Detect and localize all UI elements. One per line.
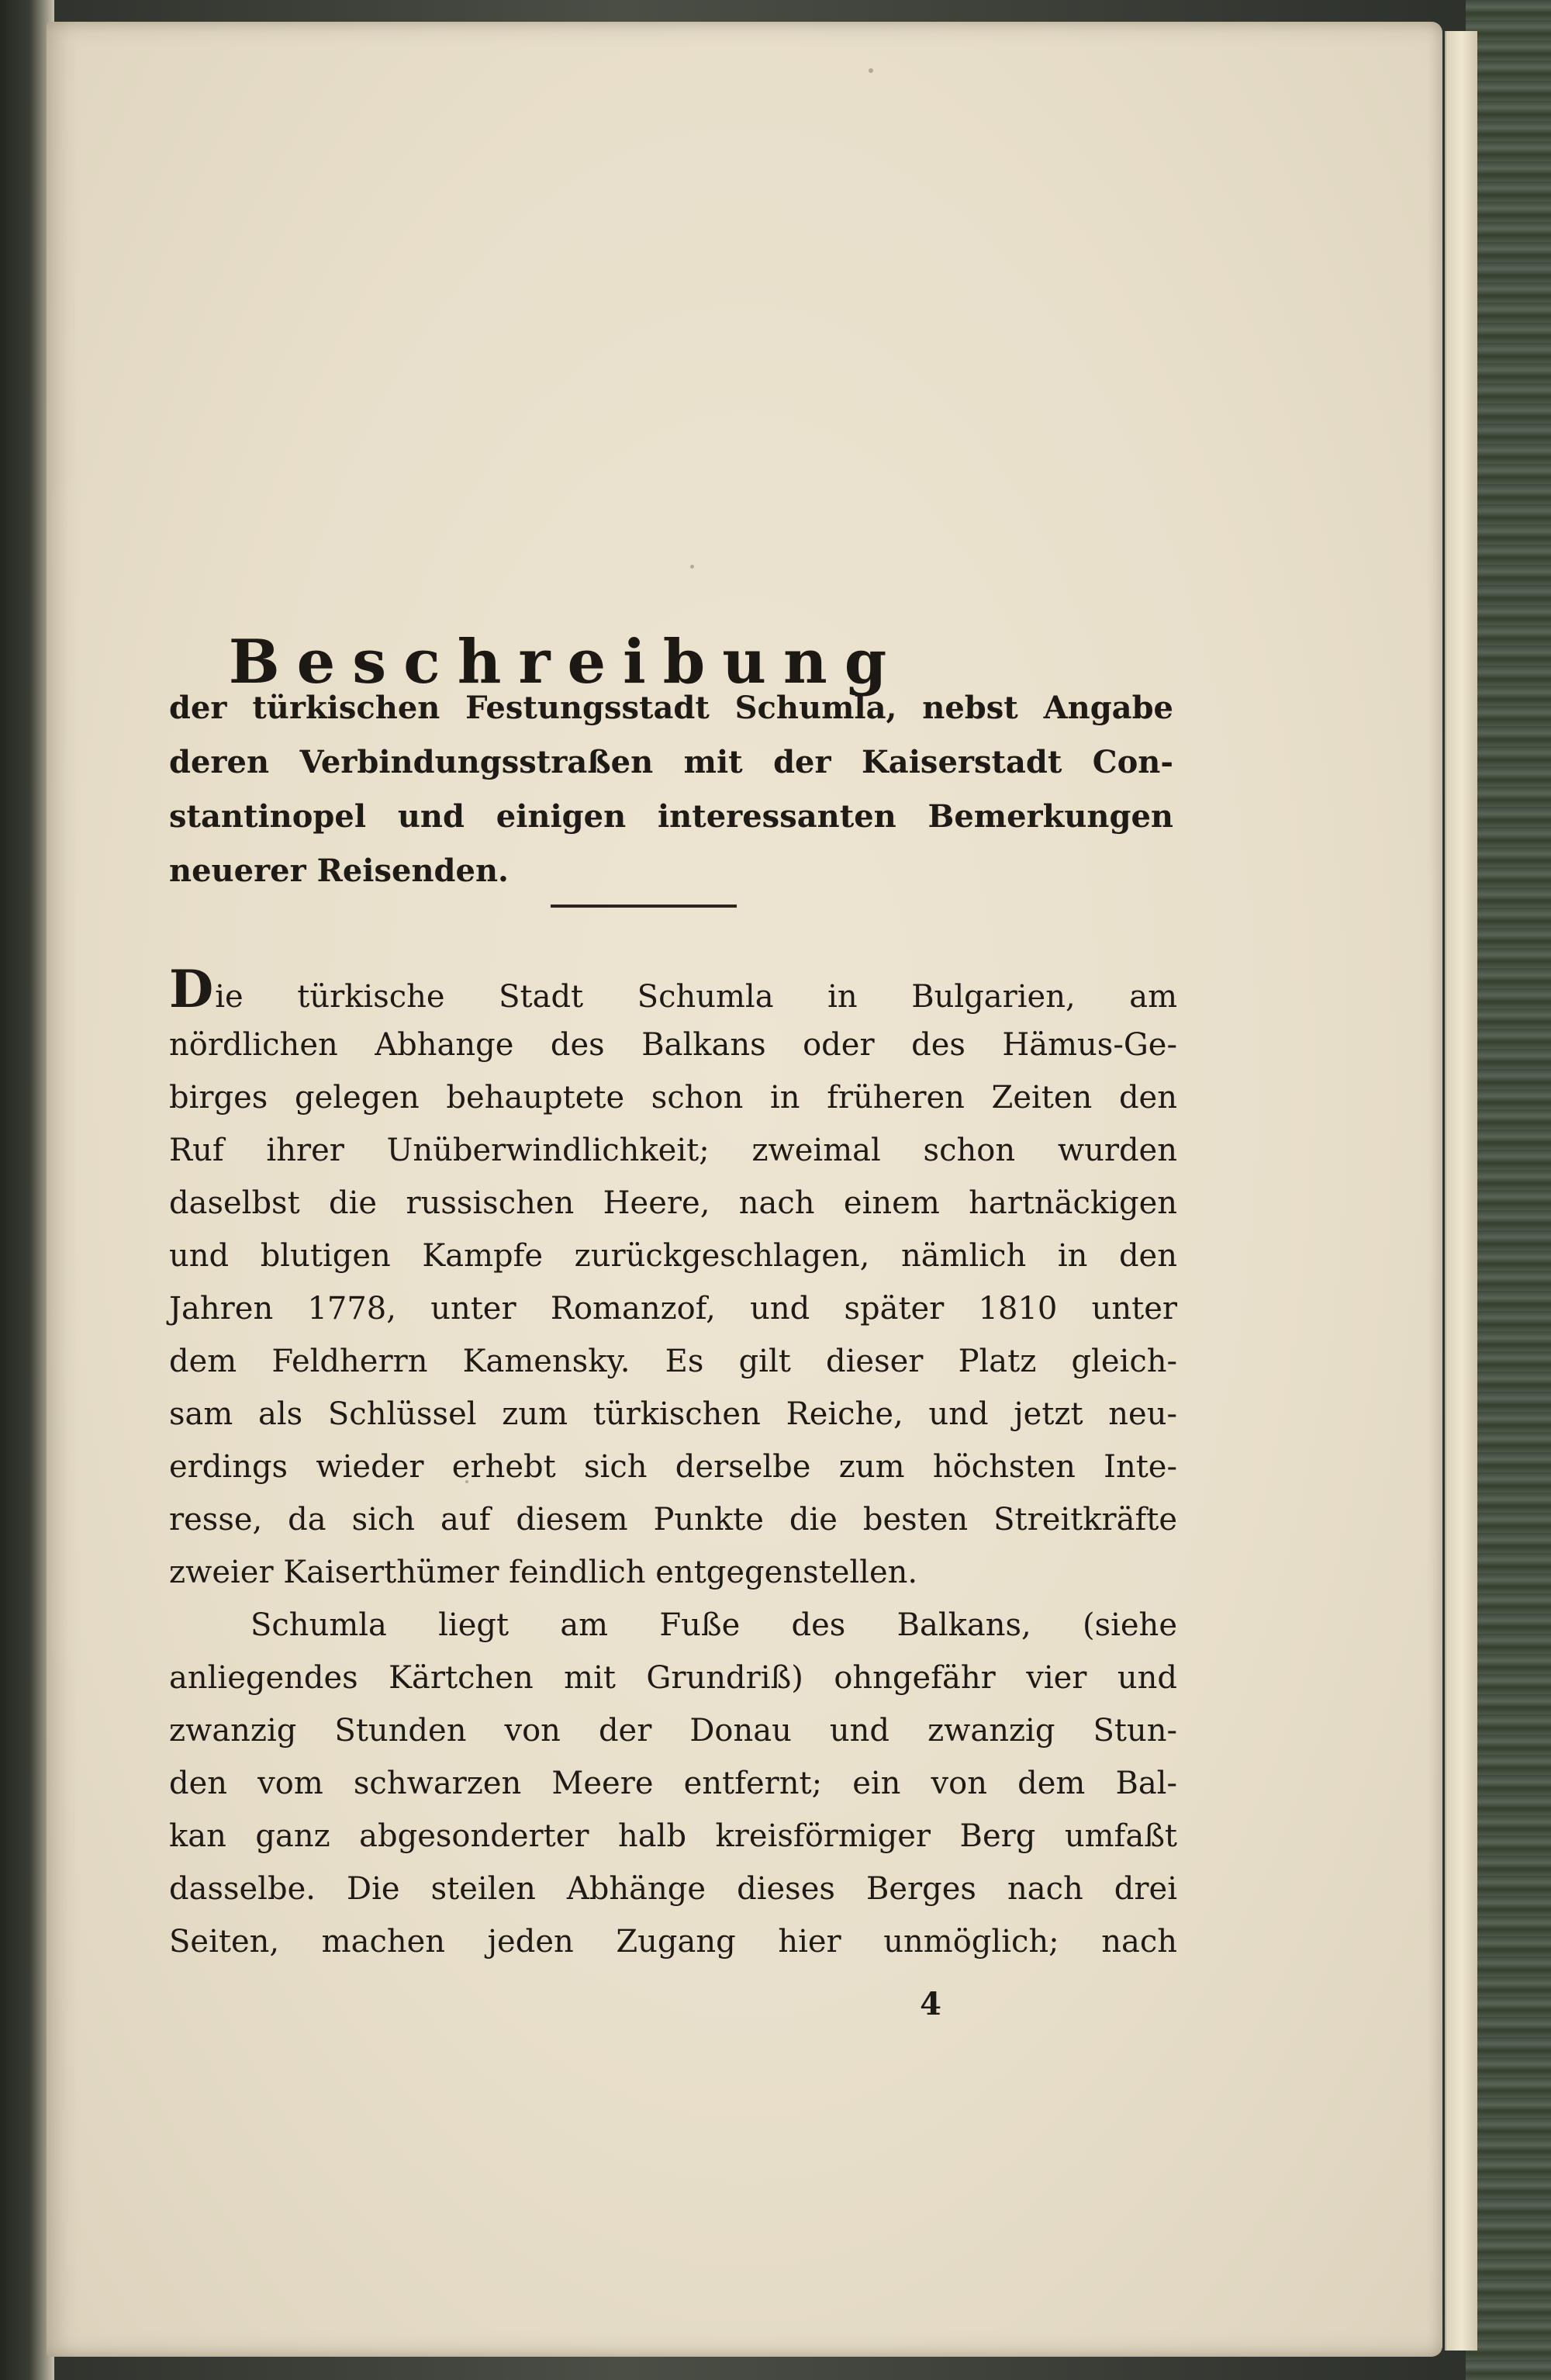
- subtitle-line: neuerer Reisenden.: [169, 853, 509, 889]
- body-line: birges gelegen behauptete schon in früheren Zeiten den: [169, 1080, 1177, 1116]
- body-line: erdings wieder erhebt sich derselbe zum höchsten Inte-: [169, 1449, 1177, 1485]
- page-number: 4: [920, 1986, 941, 2022]
- body-line: dem Feldherrn Kamensky. Es gilt dieser Platz gleich-: [169, 1344, 1177, 1379]
- paper-speck: [690, 565, 694, 569]
- body-text: [169, 959, 1177, 1968]
- body-line: kan ganz abgesonderter halb kreisförmiger Berg umfaßt: [169, 1818, 1177, 1854]
- first-line-text: ie türkische Stadt Schumla in Bulgarien, am: [215, 979, 1177, 1015]
- section-divider: [551, 905, 737, 908]
- book-cover-edge: [1466, 0, 1551, 2380]
- body-line: nördlichen Abhange des Balkans oder des Hämus-Ge-: [169, 1027, 1177, 1063]
- body-line: Ruf ihrer Unüberwindlichkeit; zweimal schon wurden: [169, 1133, 1177, 1168]
- body-line: Schumla liegt am Fuße des Balkans, (siehe: [250, 1607, 1177, 1643]
- body-line: anliegendes Kärtchen mit Grundriß) ohngefähr vier und: [169, 1660, 1177, 1696]
- chapter-subtitle: [169, 681, 1173, 898]
- body-line: dasselbe. Die steilen Abhänge dieses Berges nach drei: [169, 1871, 1177, 1907]
- drop-cap: D: [169, 959, 214, 1019]
- body-line: sam als Schlüssel zum türkischen Reiche, und jetzt neu-: [169, 1396, 1177, 1432]
- body-line: und blutigen Kampfe zurückgeschlagen, nämlich in den: [169, 1238, 1177, 1274]
- body-line: zwanzig Stunden von der Donau und zwanzig Stun-: [169, 1713, 1177, 1749]
- paper-speck: [869, 68, 873, 73]
- subtitle-line: deren Verbindungsstraßen mit der Kaiserstadt Con-: [169, 744, 1173, 780]
- subtitle-line: stantinopel und einigen interessanten Bemerkungen: [169, 798, 1173, 835]
- page-edges: [1445, 31, 1477, 2351]
- body-line-first: [169, 959, 1177, 1019]
- body-line: Jahren 1778, unter Romanzof, und später 1810 unter: [169, 1291, 1177, 1327]
- subtitle-line: der türkischen Festungsstadt Schumla, nebst Angabe: [169, 690, 1173, 726]
- body-line: den vom schwarzen Meere entfernt; ein von dem Bal-: [169, 1766, 1177, 1801]
- body-line: resse, da sich auf diesem Punkte die besten Streitkräfte: [169, 1502, 1177, 1538]
- chapter-title: Beschreibung: [228, 627, 904, 697]
- body-line: zweier Kaiserthümer feindlich entgegenstellen.: [169, 1555, 918, 1590]
- body-line: daselbst die russischen Heere, nach einem hartnäckigen: [169, 1185, 1177, 1221]
- body-line: Seiten, machen jeden Zugang hier unmöglich; nach: [169, 1924, 1177, 1960]
